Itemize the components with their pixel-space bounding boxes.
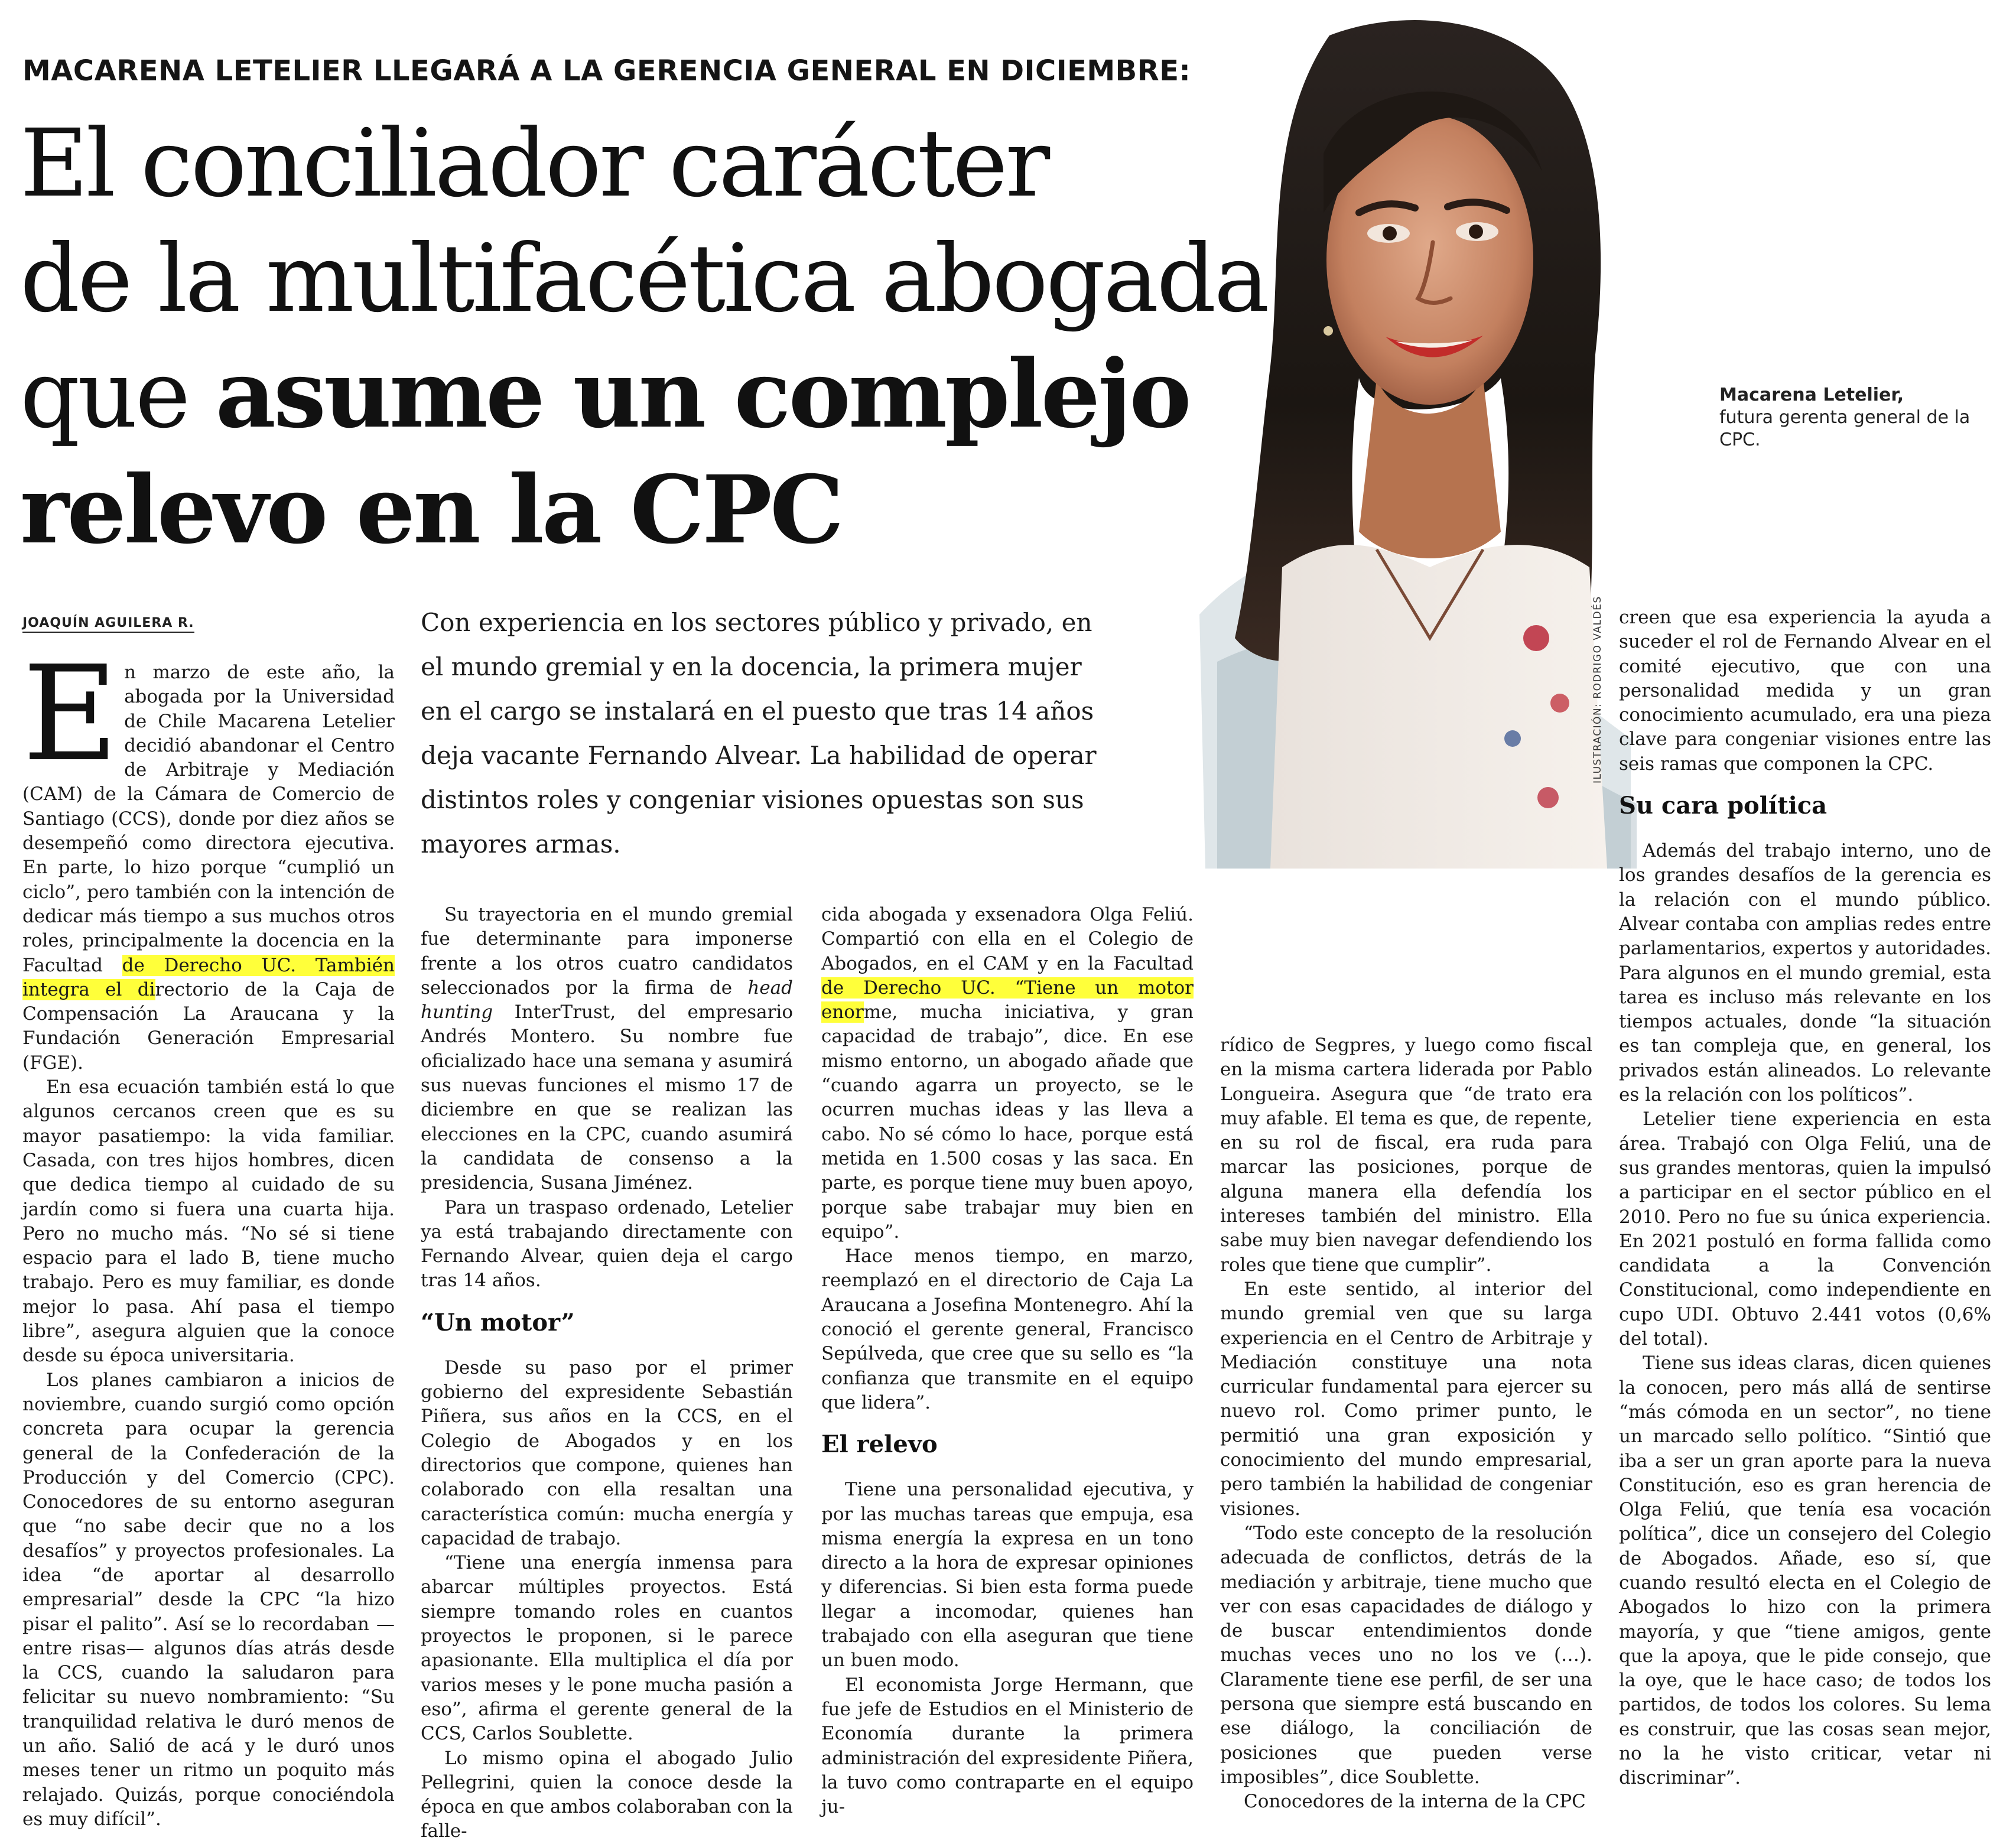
article-column-4: [1220, 1033, 1592, 1814]
illustration-credit: ILUSTRACIÓN: RODRIGO VALDÉS: [1592, 596, 1604, 783]
portrait-illustration: [1182, 0, 1648, 869]
subheading: “Un motor”: [421, 1308, 575, 1336]
highlighted-text: de Derecho UC. “Tiene un motor enor: [821, 977, 1194, 1023]
paragraph: “Tiene una energía inmensa para abarcar múltiples proyectos. Está siempre tomando roles en cuantos proyectos le proponen, si le parece apasionante. Ella multiplica el día por varios meses y le pone mucha pasión a eso”, afirma el gerente general de la CCS, Carlos Soublette.: [421, 1552, 793, 1745]
article-column-5: [1619, 606, 1991, 1791]
article-column-1: [22, 638, 395, 1832]
text-run: cida abogada y exsenadora Olga Feliú. Compartió con ella en el Colegio de Abogados, en el CAM y en la Facultad: [821, 904, 1194, 974]
paragraph: Tiene sus ideas claras, dicen quienes la conocen, pero más allá de sentirse “más cómoda en un sector”, no tiene un marcado sello político. “Sintió que iba a ser un gran aporte para la nueva Constitución, eso es gran herencia de Olga Feliú, que tenía esa vocación política”, dice un consejero del Colegio de Abogados. Añade, eso sí, que cuando resultó electa en el Colegio de Abogados lo hizo con la primera mayoría, y que “tiene amigos, gente que la apoya, que le pide consejo, que la oye, que le hace caso; de todos los partidos, de todos los colores. Su lema es construir, que las cosas sean mejor, no la he visto criticar, vetar ni discriminar”.: [1619, 1352, 1991, 1789]
headline: [20, 106, 1267, 568]
paragraph: [421, 903, 793, 1196]
paragraph: Desde su paso por el primer gobierno del expresidente Sebastián Piñera, sus años en la CCS, en el Colegio de Abogados y en los directorios que compone, quienes han colaborado con ella resaltan una característica común: mucha energía y capacidad de trabajo.: [421, 1357, 793, 1549]
paragraph: Conocedores de la interna de la CPC: [1244, 1791, 1586, 1813]
paragraph: El economista Jorge Hermann, que fue jefe de Estudios en el Ministerio de Economía durante la primera administración del expresidente Piñera, la tuvo como contraparte en el equipo ju-: [821, 1674, 1194, 1818]
lead-paragraph: Con experiencia en los sectores público y privado, en el mundo gremial y en la docencia, la primera mujer en el cargo se instalará en el puesto que tras 14 años deja vacante Fernando Alvear. La habilidad de operar distintos roles y congeniar visiones opuestas son sus mayores armas.: [421, 608, 1097, 858]
subheading: Su cara política: [1619, 792, 1828, 820]
headline-line-3-bold: asume un complejo: [215, 340, 1189, 449]
paragraph: Los planes cambiaron a inicios de noviembre, cuando surgió como opción concreta para ocupar la gerencia general de la Confederación de la Producción y del Comercio (CPC). Conocedores de su entorno aseguran que “no sabe decir que no a los desafíos” y proyectos profesionales. La idea “de aportar al desarrollo empresarial” desde la CPC “la hizo pisar el palito”. Así se lo recordaban —entre risas— algunos días atrás desde la CCS, cuando la saludaron para felicitar su nuevo nombramiento: “Su tranquilidad relativa le duró menos de un año. Salió de acá y le duró unos meses tener un ritmo un poquito más relajado. Quizás, porque conociéndola es muy difícil”.: [22, 1369, 395, 1830]
paragraph: Además del trabajo interno, uno de los grandes desafíos de la gerencia es la relación con el mundo público. Alvear contaba con amplias redes entre parlamentarios, expertos y autoridades. Para algunos en el mundo gremial, esta tarea es incluso más relevante en los tiempos actuales, donde “la situación es tan compleja que, en general, los privados están alineados. Lo relevante es la relación con los políticos”.: [1619, 840, 1991, 1106]
paragraph: rídico de Segpres, y luego como fiscal en la misma cartera liderada por Pablo Longueira. Asegura que “de trato era muy afable. El tema es que, de repente, en su rol de fiscal, era ruda para marcar las posiciones, porque de alguna manera ella defendía los intereses también del ministro. Ella sabe muy bien navegar defendiendo los roles que tiene que cumplir”.: [1220, 1035, 1592, 1276]
drop-cap: E: [22, 638, 119, 791]
byline: JOAQUÍN AGUILERA R.: [22, 616, 194, 633]
caption-name: Macarena Letelier,: [1719, 385, 1904, 405]
subheading: El relevo: [821, 1430, 938, 1459]
text-run: Su trayectoria en el mundo gremial fue determinante para imponerse frente a los otros cuatro candidatos seleccionados por la firma de: [421, 904, 793, 999]
headline-line-3: [20, 337, 1261, 453]
paragraph: “Todo este concepto de la resolución adecuada de conflictos, detrás de la mediación y arbitraje, tiene mucho que ver con esas capacidades de diálogo y de buscar entendimientos donde muchas veces uno no los ve (…). Claramente tiene ese perfil, de ser una persona que siempre está buscando en ese diálogo, la conciliación de posiciones que pueden verse imposibles”, dice Soublette.: [1220, 1522, 1592, 1788]
text-run: InterTrust, del empresario Andrés Montero. Su nombre fue oficializado hace una semana y asumirá sus nuevas funciones el mismo 17 de diciembre en que se realizan las elecciones en la CPC, cuando asumirá la candidata de consenso a la presidencia, Susana Jiménez.: [421, 1001, 793, 1194]
paragraph: En este sentido, al interior del mundo gremial ven que su larga experiencia en el Centro de Arbitraje y Mediación constituye una nota curricular fundamental para ejercer su nuevo rol. Como primer punto, le permitió una gran exposición y conocimiento del mundo empresarial, pero también la habilidad de congeniar visiones.: [1220, 1278, 1592, 1520]
paragraph: Letelier tiene experiencia en esta área. Trabajó con Olga Feliú, una de sus grandes mentoras, quien la impulsó a participar en el sector público en el 2010. Pero no fue su única experiencia. En 2021 postuló en forma fallida como candidata a la Convención Constitucional, como independiente en cupo UDI. Obtuvo 2.441 votos (0,6% del total).: [1619, 1108, 1991, 1350]
paragraph: Tiene una personalidad ejecutiva, y por las muchas tareas que empuja, esa misma energía la expresa en un tono directo a la hora de expresar opiniones y diferencias. Si bien esta forma puede llegar a incomodar, quienes han trabajado con ella aseguran que tiene un buen modo.: [821, 1479, 1194, 1671]
paragraph: [22, 638, 395, 1075]
headline-line-3-plain: que: [20, 340, 216, 449]
caption-text: futura gerenta general de la CPC.: [1719, 407, 1971, 450]
paragraph: En esa ecuación también está lo que algunos cercanos creen que es su mayor pasatiempo: la vida familiar. Casada, con tres hijos hombres, dicen que dedica tiempo al cuidado de su jardín como si fuera una cuarta hija. Pero no mucho más. “No sé si tiene espacio para el lado B, tiene mucho trabajo. Pero es muy familiar, es donde mejor lo pasa. Ahí pasa el tiempo libre”, asegura alguien que la conoce desde su época universitaria.: [22, 1077, 395, 1367]
photo-caption: [1719, 384, 1979, 451]
headline-line-2: de la multifacética abogada: [20, 225, 1267, 333]
article-column-2: [421, 903, 793, 1844]
headline-line-4: relevo en la CPC: [20, 456, 842, 565]
paragraph: Hace menos tiempo, en marzo, reemplazó en el directorio de Caja La Araucana a Josefina Montenegro. Ahí la conoció el gerente general, Francisco Sepúlveda, que cree que su sello es “la confianza que transmite en el equipo que lidera”.: [821, 1245, 1194, 1413]
paragraph: [821, 903, 1194, 1244]
paragraph: Para un traspaso ordenado, Letelier ya está trabajando directamente con Fernando Alvear, quien deja el cargo tras 14 años.: [421, 1196, 793, 1292]
italic-text: head hunting: [421, 977, 793, 1023]
article-column-3: [821, 903, 1194, 1819]
headline-line-1: El conciliador carácter: [20, 109, 1048, 218]
paragraph: creen que esa experiencia la ayuda a suceder el rol de Fernando Alvear en el comité ejecutivo, que con una personalidad medida y un gran conocimiento acumulado, era una pieza clave para congeniar visiones entre las seis ramas que componen la CPC.: [1619, 607, 1991, 775]
paragraph: Lo mismo opina el abogado Julio Pellegrini, quien la conoce desde la época en que ambos colaboraban con la falle-: [421, 1747, 793, 1842]
highlighted-text: de Derecho UC. También integra el di: [22, 954, 395, 1000]
text-run: rectorio de la Caja de Compensación La Araucana y la Fundación Generación Empresarial (FGE).: [22, 978, 395, 1074]
kicker: MACARENA LETELIER LLEGARÁ A LA GERENCIA GENERAL EN DICIEMBRE:: [22, 54, 1191, 87]
text-run: me, mucha iniciativa, y gran capacidad de trabajo”, dice. En ese mismo entorno, un abogado añade que “cuando agarra un proyecto, se le ocurren muchas ideas y las lleva a cabo. No sé cómo lo hace, porque está metida en 1.500 cosas y las saca. En parte, es porque tiene muy buen apoyo, porque sabe trabajar muy bien en equipo”.: [821, 1001, 1194, 1243]
text-run: n marzo de este año, la abogada por la Universidad de Chile Macarena Letelier decidió abandonar el Centro de Arbitraje y Mediación (CAM) de la Cámara de Comercio de Santiago (CCS), donde por diez años se desempeñó como directora ejecutiva. En parte, lo hizo porque “cumplió un ciclo”, pero también con la intención de dedicar más tiempo a sus muchos otros roles, principalmente la docencia en la Facultad: [22, 662, 395, 976]
